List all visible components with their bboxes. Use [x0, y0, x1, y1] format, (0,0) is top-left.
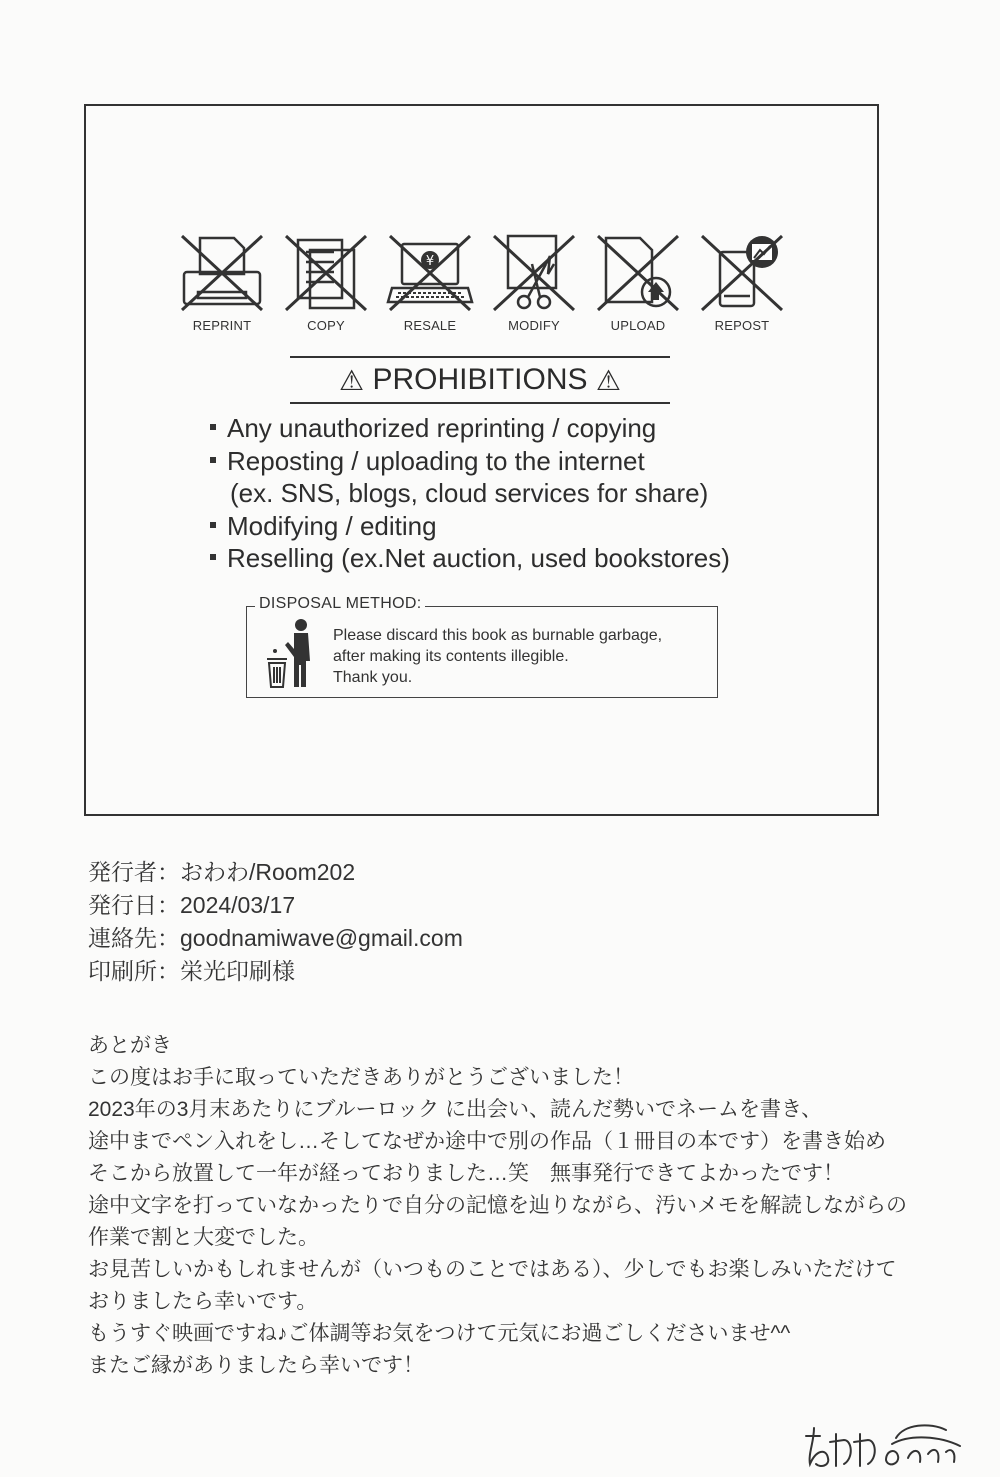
warning-icon: ⚠: [595, 365, 621, 396]
disposal-method-box: [246, 595, 718, 698]
afterword-title: あとがき: [88, 1034, 172, 1057]
rule-item: Modifying / editing: [210, 510, 830, 543]
prohibition-item-copy: [276, 230, 376, 338]
upload-document-icon: [592, 230, 684, 316]
afterword-line: この度はお手に取っていただきありがとうございました！: [88, 1066, 634, 1089]
bullet-icon: [210, 457, 216, 463]
handwritten-signature: [800, 1418, 970, 1474]
afterword-line: お見苦しいかもしれませんが（いつものことではある）、少しでもお楽しみいただけて: [88, 1258, 897, 1281]
prohibitions-title: PROHIBITIONS: [372, 363, 588, 396]
prohibition-item-repost: [692, 230, 792, 338]
warning-icon: ⚠: [339, 365, 365, 396]
svg-text:¥: ¥: [425, 254, 435, 269]
afterword-line: そこから放置して一年が経っておりました…笑 無事発行できてよかったです！: [88, 1162, 844, 1185]
afterword-line: もうすぐ映画ですね♪ご体調等お気をつけて元気にお過ごしくださいませ^^: [88, 1322, 791, 1345]
rule-item-continuation: (ex. SNS, blogs, cloud services for share): [230, 478, 709, 508]
prohibition-rules: [210, 412, 830, 575]
colophon-publisher: 発行者：おわわ/Room202: [88, 859, 356, 885]
afterword-line: またご縁がありましたら幸いです！: [88, 1354, 424, 1377]
prohibition-item-reprint: [172, 230, 272, 338]
rule-item: Reselling (ex.Net auction, used bookstores): [210, 542, 830, 575]
icon-label-resale: RESALE: [403, 318, 457, 333]
afterword-line: 途中文字を打っていなかったりで自分の記憶を辿りながら、汚いメモを解読しながらの: [88, 1194, 907, 1217]
icon-label-reprint: REPRINT: [192, 318, 252, 333]
smartphone-share-icon: [696, 230, 788, 316]
afterword-line: 2023年の3月末あたりにブルーロック に出会い、読んだ勢いでネームを書き、: [88, 1098, 823, 1121]
icon-label-copy: COPY: [307, 318, 345, 333]
colophon-contact: 連絡先：goodnamiwave@gmail.com: [88, 925, 463, 951]
prohibition-icons: [172, 230, 792, 340]
colophon: [88, 856, 788, 988]
scissors-icon: [488, 230, 580, 316]
printer-icon: [176, 230, 268, 316]
afterword-line: 作業で割と大変でした。: [88, 1226, 319, 1249]
rule-item: Reposting / uploading to the internet: [210, 445, 830, 478]
laptop-yen-icon: [384, 230, 476, 316]
prohibitions-heading: [290, 356, 670, 404]
colophon-date: 発行日：2024/03/17: [88, 892, 296, 918]
bullet-icon: [210, 522, 216, 528]
icon-label-upload: UPLOAD: [610, 318, 666, 333]
colophon-printer: 印刷所：栄光印刷様: [88, 958, 295, 984]
prohibition-item-upload: [588, 230, 688, 338]
afterword-line: 途中までペン入れをし…そしてなぜか途中で別の作品（１冊目の本です）を書き始め: [88, 1130, 886, 1153]
bullet-icon: [210, 424, 216, 430]
rule-item: Any unauthorized reprinting / copying: [210, 412, 830, 445]
icon-label-repost: REPOST: [714, 318, 770, 333]
disposal-instructions: Please discard this book as burnable garbage, after making its contents illegible. Thank you.: [333, 627, 663, 686]
heading-rule-top: [290, 356, 670, 358]
trash-person-icon: [261, 617, 321, 689]
afterword-line: おりましたら幸いです。: [88, 1290, 318, 1313]
prohibition-item-resale: [380, 230, 480, 338]
icon-label-modify: MODIFY: [508, 318, 560, 333]
disposal-method-title: DISPOSAL METHOD:: [255, 595, 425, 613]
bullet-icon: [210, 554, 216, 560]
prohibition-item-modify: [484, 230, 584, 338]
afterword: [88, 1030, 968, 1382]
document-copy-icon: [280, 230, 372, 316]
heading-rule-bottom: [290, 402, 670, 404]
